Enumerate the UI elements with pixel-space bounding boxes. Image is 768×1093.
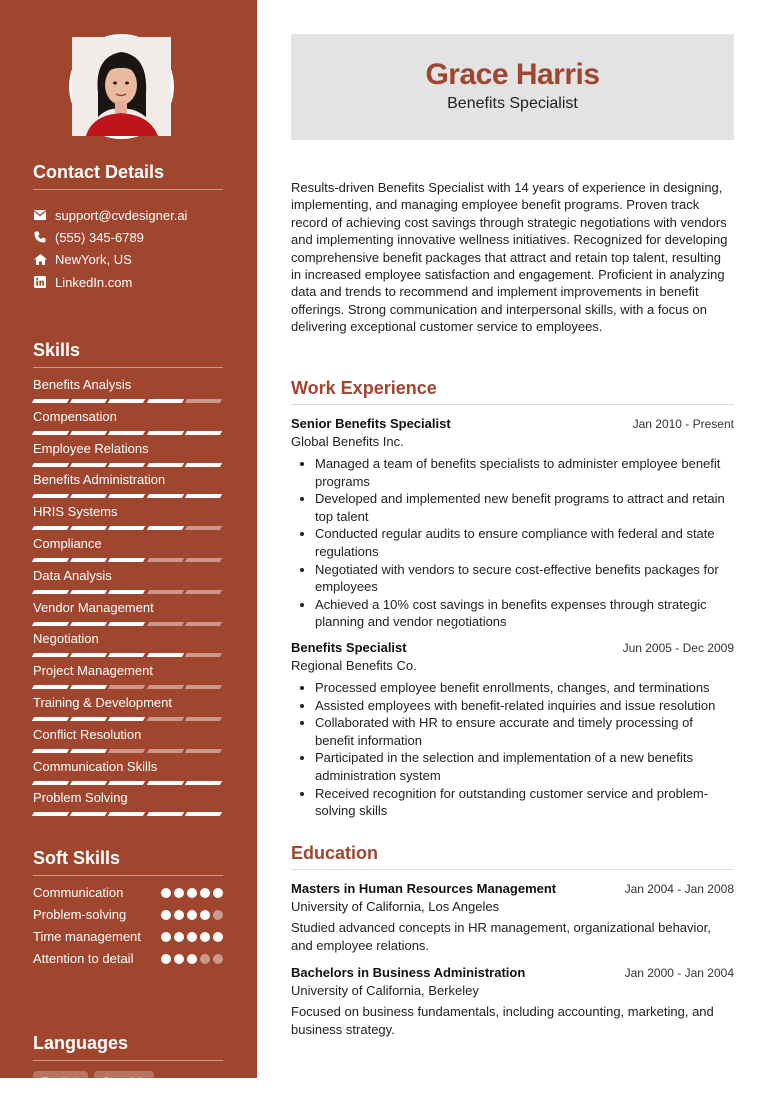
skill-level-segment bbox=[32, 463, 69, 467]
contact-email[interactable] bbox=[33, 204, 223, 226]
linkedin-icon bbox=[33, 275, 47, 289]
skill-level-segment bbox=[70, 749, 107, 753]
skill-level-segment bbox=[70, 781, 107, 785]
skill-level-segment bbox=[108, 494, 145, 498]
skill-item bbox=[33, 726, 223, 758]
bullet-item: • Achieved a 10% cost savings in benefits expenses through strategic planning and vendor negotiations bbox=[315, 596, 734, 631]
education-description: Studied advanced concepts in HR management, organizational behavior, and employee relations. bbox=[291, 920, 711, 953]
rating-dot bbox=[174, 910, 184, 920]
skill-level-segment bbox=[146, 622, 183, 626]
rating-dot bbox=[213, 888, 223, 898]
profile-photo bbox=[69, 34, 174, 139]
phone-icon bbox=[33, 230, 47, 244]
skill-name: Training & Development bbox=[33, 694, 172, 710]
skill-level-segment bbox=[32, 526, 69, 530]
skill-level-segment bbox=[70, 463, 107, 467]
degree-title: Bachelors in Business Administration bbox=[291, 965, 526, 980]
skill-level-segment bbox=[108, 399, 145, 403]
skill-level-segment bbox=[146, 781, 183, 785]
skill-level-segment bbox=[70, 622, 107, 626]
rating-dot bbox=[161, 888, 171, 898]
skill-level-segment bbox=[185, 558, 222, 562]
education-description: Focused on business fundamentals, including accounting, marketing, and business strategy. bbox=[291, 1004, 714, 1037]
skill-level-segment bbox=[146, 399, 183, 403]
skill-item bbox=[33, 630, 223, 662]
skill-level-bar bbox=[33, 717, 223, 721]
skill-level-segment bbox=[70, 399, 107, 403]
linkedin-text: LinkedIn.com bbox=[55, 274, 133, 290]
skill-level-segment bbox=[185, 399, 222, 403]
skill-level-segment bbox=[185, 622, 222, 626]
contact-location bbox=[33, 249, 223, 271]
skill-level-segment bbox=[70, 558, 107, 562]
email-text: support@cvdesigner.ai bbox=[55, 207, 188, 223]
skill-level-segment bbox=[32, 431, 69, 435]
skill-level-segment bbox=[108, 812, 145, 816]
rating-dot bbox=[213, 954, 223, 964]
education-dates: Jan 2000 - Jan 2004 bbox=[624, 966, 734, 980]
work-experience-heading: Work Experience bbox=[291, 378, 734, 405]
skill-name: Conflict Resolution bbox=[33, 726, 142, 742]
skill-level-segment bbox=[108, 558, 145, 562]
skill-name: HRIS Systems bbox=[33, 504, 118, 520]
skill-level-bar bbox=[33, 781, 223, 785]
skill-level-bar bbox=[33, 622, 223, 626]
skill-item bbox=[33, 535, 223, 567]
skill-level-segment bbox=[146, 812, 183, 816]
job-entry bbox=[291, 640, 734, 820]
skill-level-segment bbox=[32, 781, 69, 785]
school-name: University of California, Los Angeles bbox=[291, 899, 500, 914]
education-entry bbox=[291, 881, 734, 954]
soft-skill-item bbox=[33, 928, 223, 946]
skill-level-segment bbox=[32, 558, 69, 562]
rating-dot bbox=[200, 954, 210, 964]
skills-section bbox=[33, 340, 223, 821]
skill-level-bar bbox=[33, 526, 223, 530]
skill-level-bar bbox=[33, 812, 223, 816]
degree-title: Masters in Human Resources Management bbox=[291, 881, 557, 896]
job-dates: Jan 2010 - Present bbox=[632, 417, 734, 431]
skill-name: Communication Skills bbox=[33, 758, 158, 774]
skill-level-segment bbox=[108, 590, 145, 594]
rating-dot bbox=[213, 910, 223, 920]
skill-level-segment bbox=[146, 653, 183, 657]
skill-level-bar bbox=[33, 463, 223, 467]
skill-level-segment bbox=[70, 717, 107, 721]
skill-level-segment bbox=[32, 590, 69, 594]
skill-level-segment bbox=[185, 463, 222, 467]
bullet-item: • Developed and implemented new benefit programs to attract and retain top talent bbox=[315, 490, 734, 525]
skill-level-segment bbox=[185, 812, 222, 816]
rating-dot bbox=[161, 932, 171, 942]
rating-dot bbox=[161, 954, 171, 964]
soft-skill-name: Communication bbox=[33, 885, 124, 900]
skill-level-segment bbox=[185, 590, 222, 594]
rating-dot bbox=[174, 888, 184, 898]
portrait-image bbox=[72, 37, 171, 136]
skill-level-segment bbox=[108, 526, 145, 530]
skill-name: Compliance bbox=[33, 535, 102, 551]
soft-skill-item bbox=[33, 884, 223, 902]
education-heading: Education bbox=[291, 843, 734, 870]
skill-level-bar bbox=[33, 653, 223, 657]
skill-level-segment bbox=[70, 653, 107, 657]
skill-level-segment bbox=[146, 717, 183, 721]
soft-skill-rating bbox=[161, 884, 223, 902]
skill-name: Benefits Administration bbox=[33, 472, 166, 488]
skill-name: Data Analysis bbox=[33, 567, 112, 583]
skill-name: Employee Relations bbox=[33, 440, 149, 456]
skill-level-segment bbox=[32, 717, 69, 721]
skill-name: Negotiation bbox=[33, 631, 99, 647]
skill-name: Benefits Analysis bbox=[33, 377, 132, 392]
job-title: Senior Benefits Specialist bbox=[291, 416, 451, 431]
rating-dot bbox=[187, 910, 197, 920]
skill-item bbox=[33, 471, 223, 503]
bullet-item: • Participated in the selection and implementation of a new benefits administration system bbox=[315, 749, 734, 784]
soft-skill-name: Attention to detail bbox=[33, 951, 134, 966]
skill-level-segment bbox=[70, 526, 107, 530]
skill-level-segment bbox=[146, 526, 183, 530]
contact-heading: Contact Details bbox=[33, 162, 223, 190]
skill-level-segment bbox=[146, 590, 183, 594]
job-bullets bbox=[315, 455, 734, 631]
skill-level-segment bbox=[146, 431, 183, 435]
envelope-icon bbox=[33, 208, 47, 222]
skill-level-segment bbox=[185, 781, 222, 785]
skill-level-segment bbox=[146, 685, 183, 689]
skill-level-bar bbox=[33, 590, 223, 594]
soft-skill-item bbox=[33, 906, 223, 924]
skill-level-segment bbox=[108, 431, 145, 435]
job-title: Benefits Specialist bbox=[291, 640, 407, 655]
skill-item bbox=[33, 440, 223, 472]
candidate-title: Benefits Specialist bbox=[447, 95, 578, 112]
skill-item bbox=[33, 376, 223, 408]
bullet-item: • Processed employee benefit enrollments, changes, and terminations bbox=[315, 679, 734, 697]
rating-dot bbox=[174, 954, 184, 964]
soft-skills-section bbox=[33, 848, 223, 971]
rating-dot bbox=[200, 888, 210, 898]
soft-skill-rating bbox=[161, 950, 223, 968]
skill-level-segment bbox=[70, 590, 107, 594]
rating-dot bbox=[213, 932, 223, 942]
skill-level-segment bbox=[32, 399, 69, 403]
skill-item bbox=[33, 503, 223, 535]
sidebar bbox=[0, 0, 257, 1089]
skill-level-segment bbox=[70, 685, 107, 689]
skill-level-segment bbox=[32, 685, 69, 689]
soft-skill-rating bbox=[161, 928, 223, 946]
skill-level-segment bbox=[32, 749, 69, 753]
skill-level-segment bbox=[146, 749, 183, 753]
skill-level-segment bbox=[108, 717, 145, 721]
rating-dot bbox=[174, 932, 184, 942]
job-bullets bbox=[315, 679, 734, 820]
soft-skills-heading: Soft Skills bbox=[33, 848, 223, 876]
skill-level-segment bbox=[108, 685, 145, 689]
education-dates: Jan 2004 - Jan 2008 bbox=[624, 882, 734, 896]
skill-item bbox=[33, 758, 223, 790]
skill-item bbox=[33, 408, 223, 440]
education-entry bbox=[291, 965, 734, 1038]
soft-skill-name: Problem-solving bbox=[33, 907, 127, 922]
skill-level-segment bbox=[146, 463, 183, 467]
contact-phone[interactable] bbox=[33, 226, 223, 248]
job-entry bbox=[291, 416, 734, 631]
skill-level-bar bbox=[33, 399, 223, 403]
rating-dot bbox=[187, 888, 197, 898]
skill-name: Problem Solving bbox=[33, 790, 128, 806]
skill-level-segment bbox=[32, 653, 69, 657]
skill-level-segment bbox=[108, 781, 145, 785]
skill-level-segment bbox=[70, 494, 107, 498]
skill-level-segment bbox=[185, 526, 222, 530]
skill-item bbox=[33, 567, 223, 599]
skill-level-segment bbox=[70, 812, 107, 816]
summary-text: Results-driven Benefits Specialist with 14 years of experience in designing, implementing, and managing employee benefit programs. Proven track record of achieving cost savings through strategic negotiations with vendors and implementing innovative wellness initiatives. Recognized for developing comprehensive benefit packages that attract and retain top talent, resulting in increased employee satisfaction and engagement. Proficient in analyzing data and trends to recommend and implement improvements in benefit offerings. Strong communication and interpersonal skills, with a focus on delivering exceptional customer service to employees. bbox=[291, 180, 728, 335]
contact-linkedin[interactable] bbox=[33, 271, 223, 293]
job-company: Regional Benefits Co. bbox=[291, 658, 417, 673]
languages-section bbox=[33, 1033, 223, 1093]
skill-level-segment bbox=[108, 622, 145, 626]
location-text: NewYork, US bbox=[55, 252, 132, 268]
bullet-item: • Assisted employees with benefit-related inquiries and issue resolution bbox=[315, 697, 734, 715]
skill-level-segment bbox=[185, 431, 222, 435]
home-icon bbox=[33, 253, 47, 267]
skill-level-segment bbox=[108, 463, 145, 467]
skill-item bbox=[33, 662, 223, 694]
bullet-item: • Negotiated with vendors to secure cost-effective benefits packages for employees bbox=[315, 561, 734, 596]
candidate-name: Grace Harris bbox=[425, 58, 600, 91]
skill-level-segment bbox=[108, 653, 145, 657]
rating-dot bbox=[200, 910, 210, 920]
skill-level-segment bbox=[185, 494, 222, 498]
rating-dot bbox=[161, 910, 171, 920]
rating-dot bbox=[187, 932, 197, 942]
skill-level-segment bbox=[32, 622, 69, 626]
bullet-item: • Collaborated with HR to ensure accurate and timely processing of benefit information bbox=[315, 714, 734, 749]
skill-level-segment bbox=[185, 685, 222, 689]
languages-heading: Languages bbox=[33, 1033, 223, 1061]
contact-section bbox=[33, 162, 223, 293]
language-chip: Spanish bbox=[94, 1071, 153, 1093]
skill-level-bar bbox=[33, 749, 223, 753]
skill-item bbox=[33, 599, 223, 631]
skill-name: Project Management bbox=[33, 663, 153, 679]
skill-level-segment bbox=[32, 812, 69, 816]
skill-level-segment bbox=[146, 558, 183, 562]
skills-heading: Skills bbox=[33, 340, 223, 368]
rating-dot bbox=[187, 954, 197, 964]
skill-name: Compensation bbox=[33, 408, 117, 424]
skill-item bbox=[33, 694, 223, 726]
skill-level-segment bbox=[70, 431, 107, 435]
skill-level-bar bbox=[33, 558, 223, 562]
skill-level-segment bbox=[185, 749, 222, 753]
bullet-item: • Managed a team of benefits specialists to administer employee benefit programs bbox=[315, 455, 734, 490]
job-company: Global Benefits Inc. bbox=[291, 434, 404, 449]
skill-level-bar bbox=[33, 431, 223, 435]
soft-skill-name: Time management bbox=[33, 929, 141, 944]
skill-level-segment bbox=[32, 494, 69, 498]
skill-item bbox=[33, 789, 223, 821]
skill-level-segment bbox=[185, 653, 222, 657]
soft-skill-item bbox=[33, 950, 223, 968]
bullet-item: • Received recognition for outstanding customer service and problem-solving skills bbox=[315, 785, 734, 820]
job-dates: Jun 2005 - Dec 2009 bbox=[622, 641, 734, 655]
language-chip: English bbox=[33, 1071, 88, 1093]
soft-skill-rating bbox=[161, 906, 223, 924]
skill-level-bar bbox=[33, 494, 223, 498]
name-header bbox=[291, 34, 734, 140]
skill-level-segment bbox=[108, 749, 145, 753]
rating-dot bbox=[200, 932, 210, 942]
bullet-item: • Conducted regular audits to ensure compliance with federal and state regulations bbox=[315, 525, 734, 560]
skill-level-segment bbox=[185, 717, 222, 721]
phone-text: (555) 345-6789 bbox=[55, 229, 144, 245]
school-name: University of California, Berkeley bbox=[291, 983, 479, 998]
skill-name: Vendor Management bbox=[33, 599, 154, 615]
skill-level-segment bbox=[146, 494, 183, 498]
skill-level-bar bbox=[33, 685, 223, 689]
